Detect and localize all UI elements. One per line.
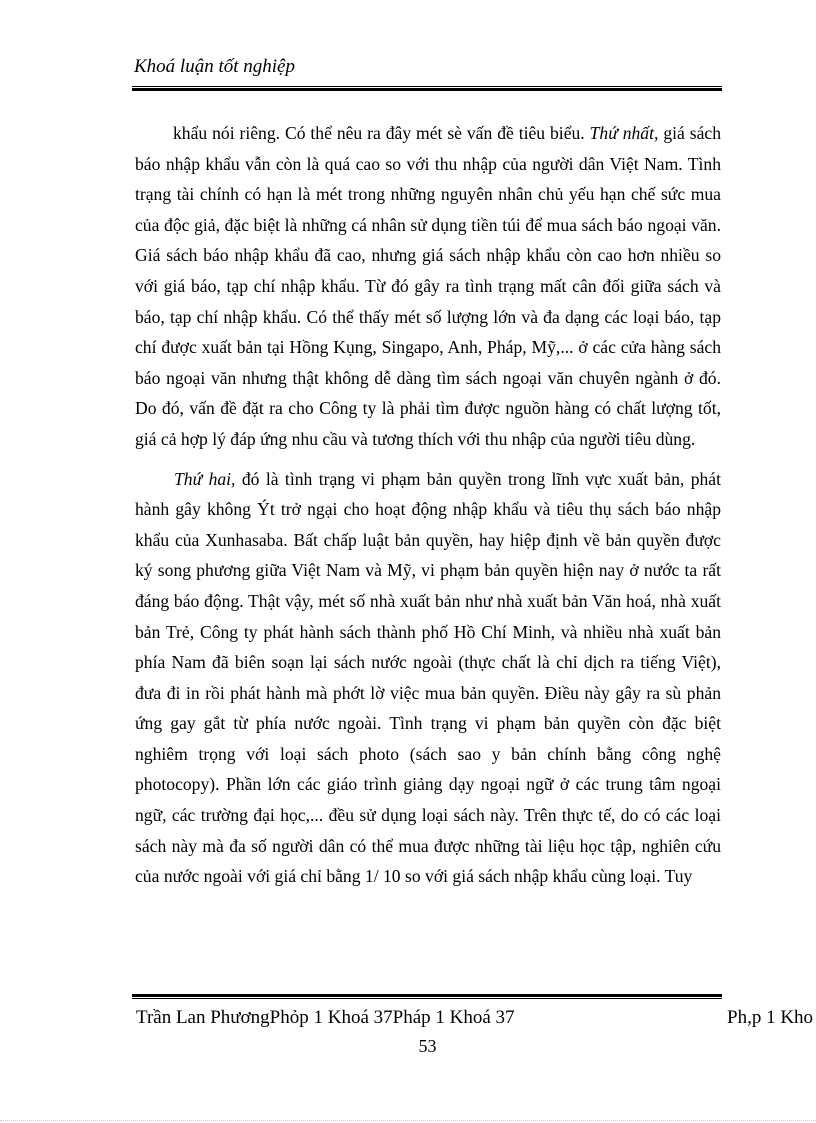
footer-rule-thick (132, 994, 722, 997)
page-edge-line (0, 1120, 816, 1121)
header-rule-thin (132, 86, 722, 87)
paragraph-2 (135, 464, 721, 892)
footer-rule-thin (132, 998, 722, 999)
paragraph-2-italic: Thứ hai, (174, 468, 236, 489)
paragraph-1 (135, 118, 721, 455)
paragraph-1-italic: Thứ nhất, (589, 123, 659, 143)
body-text (135, 118, 721, 892)
footer-class-truncated: Ph,p 1 Kho (727, 1007, 814, 1028)
paragraph-1-rest: giá sách báo nhập khẩu vẫn còn là quá cao so với thu nhập của người dân Việt Nam. Tình trạng tài chính có hạn là mét trong những nguyên nhân chủ yếu hạn chế sức mua của độc giả, đặc biệt là những cá nhân sử dụng tiền túi để mua sách báo ngoại văn. Giá sách báo nhập khẩu đã cao, nhưng giá sách nhập khẩu còn cao hơn nhiều so với giá báo, tạp chí nhập khẩu. Từ đó gây ra tình trạng mất cân đối giữa sách và báo, tạp chí nhập khẩu. Có thể thấy mét số lượng lớn và đa dạng các loại báo, tạp chí được xuất bản tại Hồng Kụng, Singapo, Anh, Pháp, Mỹ,... ở các cửa hàng sách báo ngoại văn nhưng thật không dễ dàng tìm sách ngoại văn chuyên ngành ở đó. Do đó, vấn đề đặt ra cho Công ty là phải tìm được nguồn hàng có chất lượng tốt, giá cả hợp lý đáp ứng nhu cầu và tương thích với thu nhập của người tiêu dùng. (135, 123, 721, 449)
running-header-title: Khoá luận tốt nghiệp (134, 56, 295, 77)
page-number: 53 (418, 1036, 437, 1056)
header-rule-thick (132, 88, 722, 91)
paragraph-1-lead: khẩu nói riêng. Có thể nêu ra đây mét sè vấn đề tiêu biểu. (173, 123, 590, 143)
paragraph-2-rest: đó là tình trạng vi phạm bản quyền trong lĩnh vực xuất bản, phát hành gây không Ýt trở ngại cho hoạt động nhập khẩu và tiêu thụ sách báo nhập khẩu của Xunhasaba. Bất chấp luật bản quyền, hay hiệp định về bản quyền được ký song phương giữa Việt Nam và Mỹ, vi phạm bản quyền hiện nay ở nước ta rất đáng báo động. Thật vậy, mét số nhà xuất bản như nhà xuất bản Văn hoá, nhà xuất bản Trẻ, Công ty phát hành sách thành phố Hồ Chí Minh, và nhiều nhà xuất bản phía Nam đã biên soạn lại sách nước ngoài (thực chất là chỉ dịch ra tiếng Việt), đưa đi in rồi phát hành mà phớt lờ việc mua bản quyền. Điều này gây ra sù phản ứng gay gắt từ phía nước ngoài. Tình trạng vi phạm bản quyền còn đặc biệt nghiêm trọng với loại sách photo (sách sao y bản chính bằng công nghệ photocopy). Phần lớn các giáo trình giảng dạy ngoại ngữ ở các trung tâm ngoại ngữ, các trường đại học,... đều sử dụng loại sách này. Trên thực tế, do có các loại sách này mà đa số người dân có thể mua được những tài liệu học tập, nghiên cứu của nước ngoài với giá chỉ bằng 1/ 10 so với giá sách nhập khẩu cùng loại. Tuy (135, 468, 721, 887)
footer-author-class: Trần Lan PhươngPhỏp 1 Khoá 37Pháp 1 Khoá 37 (136, 1007, 515, 1028)
